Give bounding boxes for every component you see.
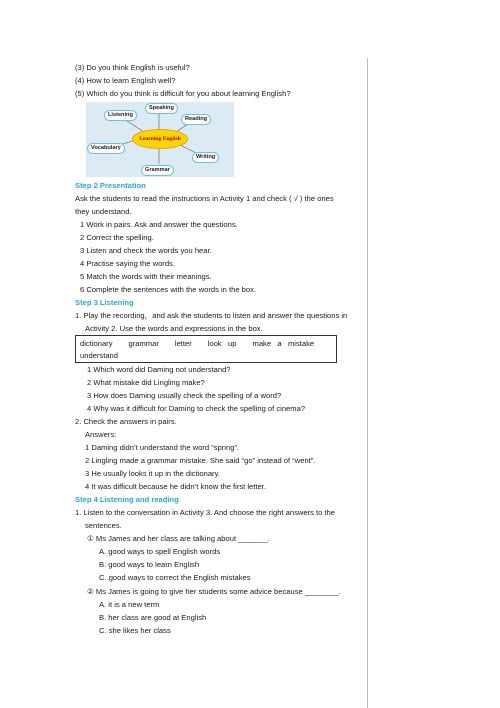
answers-label: Answers: <box>85 430 117 439</box>
step4-q1: ① Ms James and her class are talking about _______. <box>87 534 270 543</box>
learning-english-diagram <box>86 102 234 177</box>
answer-4: 4 It was difficult because he didn’t know the first letter. <box>85 482 266 491</box>
box-word-make-a-mistake: make a mistake <box>252 339 315 348</box>
page-margin-rule <box>367 58 368 708</box>
step3-q2: 2 What mistake did Lingling make? <box>87 378 205 387</box>
step4-q2-opt-b: B. her class are good at English <box>99 613 207 622</box>
step2-item-3: 3 Listen and check the words you hear. <box>80 246 212 255</box>
step4-q1-opt-b: B. good ways to learn English <box>99 560 200 569</box>
step2-intro-line1: Ask the students to read the instructions in Activity 1 and check ( √ ) the ones <box>75 194 334 203</box>
box-word-look-up: look up <box>207 339 237 348</box>
step4-q2: ② Ms James is going to give her students some advice because ________. <box>87 587 341 596</box>
step4-p1-line1: 1. Listen to the conversation in Activity 3. And choose the right answers to the <box>75 508 336 517</box>
node-learning-english: Learning English <box>132 129 188 149</box>
box-word-dictionary: dictionary <box>80 339 113 348</box>
answer-2: 2 Lingling made a grammar mistake. She said “go” instead of “went”. <box>85 456 316 465</box>
step3-heading: Step 3 Listening <box>75 298 134 307</box>
question-4: (4) How to learn English well? <box>75 76 176 85</box>
step4-heading: Step 4 Listening and reading <box>75 495 179 504</box>
step3-q3: 3 How does Daming usually check the spelling of a word? <box>87 391 282 400</box>
box-word-understand: understand <box>80 351 118 360</box>
box-word-letter: letter <box>174 339 192 348</box>
step3-q1: 1 Which word did Daming not understand? <box>87 365 231 374</box>
step2-item-6: 6 Complete the sentences with the words in the box. <box>80 285 257 294</box>
step4-q2-opt-c: C. she likes her class <box>99 626 171 635</box>
question-3: (3) Do you think English is useful? <box>75 63 190 72</box>
step4-p1-line2: sentences. <box>85 521 122 530</box>
node-listening: Listening <box>104 110 137 121</box>
word-box <box>75 335 337 363</box>
step4-q1-opt-a: A. good ways to spell English words <box>99 547 221 556</box>
step2-heading: Step 2 Presentation <box>75 181 146 190</box>
step2-item-2: 2 Correct the spelling. <box>80 233 154 242</box>
answer-3: 3 He usually looks it up in the dictionary. <box>85 469 220 478</box>
answer-1: 1 Daming didn’t understand the word “spring”. <box>85 443 240 452</box>
step4-q1-opt-c: C. good ways to correct the English mistakes <box>99 573 251 582</box>
step4-q2-opt-a: A. it is a new term <box>99 600 160 609</box>
step2-item-1: 1 Work in pairs. Ask and answer the questions. <box>80 220 238 229</box>
question-5: (5) Which do you think is difficult for you about learning English? <box>75 89 291 98</box>
node-grammar: Grammar <box>141 165 174 176</box>
step2-item-5: 5 Match the words with their meanings. <box>80 272 212 281</box>
node-writing: Writing <box>192 152 219 163</box>
node-reading: Reading <box>181 114 211 125</box>
node-speaking: Speaking <box>145 103 178 114</box>
box-word-grammar: grammar <box>128 339 159 348</box>
step2-item-4: 4 Practise saying the words. <box>80 259 175 268</box>
node-vocabulary: Vocabulary <box>87 143 125 154</box>
step3-p1-line2: Activity 2. Use the words and expressions in the box. <box>85 324 263 333</box>
step3-p1-line1: 1. Play the recording，and ask the students to listen and answer the questions in <box>75 311 348 320</box>
step3-q4: 4 Why was it difficult for Daming to check the spelling of cinema? <box>87 404 306 413</box>
step3-p2: 2. Check the answers in pairs. <box>75 417 177 426</box>
step2-intro-line2: they understand. <box>75 207 132 216</box>
